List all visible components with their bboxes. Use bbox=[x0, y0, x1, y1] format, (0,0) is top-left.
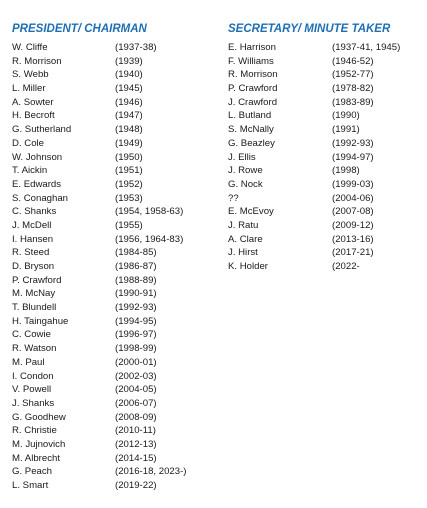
office-holder-name: G. Beazley bbox=[228, 137, 275, 149]
president-heading: PRESIDENT/ CHAIRMAN bbox=[12, 23, 147, 35]
term-years: (1992-93) bbox=[332, 137, 374, 149]
term-years: (1953) bbox=[115, 192, 143, 204]
term-years: (2004-06) bbox=[332, 192, 374, 204]
list-item bbox=[228, 178, 427, 192]
term-years: (1951) bbox=[115, 165, 143, 177]
term-years: (1990-91) bbox=[115, 288, 157, 300]
term-years: (1947) bbox=[115, 110, 143, 122]
office-holder-name: R. Steed bbox=[12, 247, 50, 259]
term-years: (1992-93) bbox=[115, 302, 157, 314]
term-years: (2010-11) bbox=[115, 425, 156, 437]
list-item bbox=[12, 151, 222, 165]
office-holder-name: M. Albrecht bbox=[12, 452, 60, 464]
term-years: (1945) bbox=[115, 83, 143, 95]
office-holder-name: G. Sutherland bbox=[12, 124, 72, 136]
secretary-list bbox=[228, 41, 427, 274]
term-years: (2013-16) bbox=[332, 233, 374, 245]
list-item bbox=[12, 123, 222, 137]
term-years: (2014-15) bbox=[115, 452, 157, 464]
list-item bbox=[12, 465, 222, 479]
office-holder-name: R. Morrison bbox=[12, 55, 62, 67]
term-years: (2008-09) bbox=[115, 411, 157, 423]
office-holder-name: T. Blundell bbox=[12, 302, 57, 314]
office-holder-name: A. Sowter bbox=[12, 96, 54, 108]
list-item bbox=[228, 219, 427, 233]
list-item bbox=[228, 192, 427, 206]
office-holder-name: K. Holder bbox=[228, 261, 268, 272]
term-years: (2002-03) bbox=[115, 370, 157, 382]
term-years: (1986-87) bbox=[115, 261, 157, 272]
list-item bbox=[12, 287, 222, 301]
term-years: (1948) bbox=[115, 124, 143, 136]
president-list bbox=[12, 41, 222, 493]
office-holder-name: J. Hirst bbox=[228, 247, 258, 259]
term-years: (1983-89) bbox=[332, 96, 374, 108]
list-item bbox=[12, 328, 222, 342]
term-years: (1950) bbox=[115, 151, 143, 163]
office-holder-name: A. Clare bbox=[228, 233, 263, 245]
list-item bbox=[12, 68, 222, 82]
office-holder-name: C. Cowie bbox=[12, 329, 51, 341]
office-holder-name: G. Goodhew bbox=[12, 411, 66, 423]
term-years: (2009-12) bbox=[332, 219, 374, 231]
term-years: (1954, 1958-63) bbox=[115, 206, 184, 218]
office-holder-name: L. Smart bbox=[12, 480, 49, 491]
office-holder-name: J. Ratu bbox=[228, 219, 259, 231]
office-holder-name: P. Crawford bbox=[12, 274, 62, 286]
office-holder-name: M. Paul bbox=[12, 356, 45, 368]
term-years: (1937-38) bbox=[115, 42, 157, 53]
secretary-column bbox=[228, 21, 427, 274]
office-holder-name: H. Taingahue bbox=[12, 315, 69, 327]
list-item bbox=[12, 246, 222, 260]
list-item bbox=[228, 109, 427, 123]
term-years: (2007-08) bbox=[332, 206, 374, 218]
president-column bbox=[12, 21, 222, 493]
term-years: (2000-01) bbox=[115, 356, 157, 368]
list-item bbox=[12, 82, 222, 96]
list-item bbox=[228, 96, 427, 110]
office-holder-name: R. Watson bbox=[12, 343, 57, 355]
term-years: (2019-22) bbox=[115, 480, 157, 491]
list-item bbox=[12, 424, 222, 438]
term-years: (1952-77) bbox=[332, 69, 374, 81]
term-years: (1978-82) bbox=[332, 83, 374, 95]
list-item bbox=[228, 151, 427, 165]
term-years: (2016-18, 2023-) bbox=[115, 466, 187, 478]
office-holder-name: W. Cliffe bbox=[12, 42, 48, 53]
term-years: (1998) bbox=[332, 165, 360, 177]
office-holder-name: D. Cole bbox=[12, 137, 44, 149]
term-years: (1956, 1964-83) bbox=[115, 233, 184, 245]
office-holder-name: J. Ellis bbox=[228, 151, 256, 163]
office-holder-name: L. Butland bbox=[228, 110, 272, 122]
term-years: (1988-89) bbox=[115, 274, 157, 286]
term-years: (1937-41, 1945) bbox=[332, 42, 401, 53]
office-holder-name: S. Webb bbox=[12, 69, 49, 81]
list-item bbox=[12, 109, 222, 123]
list-item bbox=[228, 41, 427, 55]
office-holder-name: M. McNay bbox=[12, 288, 56, 300]
list-item bbox=[12, 164, 222, 178]
list-item bbox=[12, 315, 222, 329]
office-holder-name: S. Conaghan bbox=[12, 192, 69, 204]
office-holder-name: J. Shanks bbox=[12, 397, 55, 409]
office-holder-name: G. Peach bbox=[12, 466, 52, 478]
office-holder-name: R. Morrison bbox=[228, 69, 278, 81]
term-years: (2004-05) bbox=[115, 384, 157, 396]
list-item bbox=[12, 96, 222, 110]
term-years: (1946) bbox=[115, 96, 143, 108]
office-holder-name: G. Nock bbox=[228, 178, 263, 190]
list-item bbox=[228, 123, 427, 137]
term-years: (1994-97) bbox=[332, 151, 374, 163]
list-item bbox=[228, 260, 427, 274]
office-holder-name: P. Crawford bbox=[228, 83, 278, 95]
office-holder-name: J. McDell bbox=[12, 219, 52, 231]
office-holder-name: L. Miller bbox=[12, 83, 46, 95]
office-holder-name: R. Christie bbox=[12, 425, 57, 437]
term-years: (1998-99) bbox=[115, 343, 157, 355]
office-holder-name: J. Crawford bbox=[228, 96, 278, 108]
list-item bbox=[228, 205, 427, 219]
office-holder-name: H. Becroft bbox=[12, 110, 55, 122]
office-holder-name: F. Williams bbox=[228, 55, 274, 67]
list-item bbox=[228, 164, 427, 178]
list-item bbox=[12, 356, 222, 370]
office-holder-name: E. Edwards bbox=[12, 178, 62, 190]
office-holder-name: I. Condon bbox=[12, 370, 54, 382]
office-holder-name: D. Bryson bbox=[12, 261, 55, 272]
list-item bbox=[12, 274, 222, 288]
list-item bbox=[228, 55, 427, 69]
list-item bbox=[12, 137, 222, 151]
term-years: (2012-13) bbox=[115, 438, 157, 450]
list-item bbox=[12, 178, 222, 192]
term-years: (1999-03) bbox=[332, 178, 374, 190]
list-item bbox=[12, 192, 222, 206]
office-holder-name: T. Aickin bbox=[12, 165, 48, 177]
office-holder-name: M. Jujnovich bbox=[12, 438, 66, 450]
secretary-heading: SECRETARY/ MINUTE TAKER bbox=[228, 23, 391, 35]
list-item bbox=[12, 397, 222, 411]
list-item bbox=[12, 452, 222, 466]
office-holder-name: S. McNally bbox=[228, 124, 274, 136]
list-item bbox=[12, 383, 222, 397]
list-item bbox=[12, 260, 222, 274]
list-item bbox=[228, 137, 427, 151]
list-item bbox=[12, 370, 222, 384]
office-holder-name: V. Powell bbox=[12, 384, 52, 396]
list-item bbox=[12, 219, 222, 233]
list-item bbox=[228, 233, 427, 247]
term-years: (1994-95) bbox=[115, 315, 157, 327]
term-years: (2022- bbox=[332, 261, 360, 272]
list-item bbox=[12, 41, 222, 55]
list-item bbox=[12, 233, 222, 247]
list-item bbox=[12, 438, 222, 452]
list-item bbox=[12, 205, 222, 219]
term-years: (2017-21) bbox=[332, 247, 374, 259]
office-holder-name: W. Johnson bbox=[12, 151, 63, 163]
list-item bbox=[12, 479, 222, 493]
office-holder-name: J. Rowe bbox=[228, 165, 263, 177]
office-holder-name: C. Shanks bbox=[12, 206, 57, 218]
list-item bbox=[228, 82, 427, 96]
term-years: (1996-97) bbox=[115, 329, 157, 341]
list-item bbox=[228, 246, 427, 260]
term-years: (1952) bbox=[115, 178, 143, 190]
term-years: (1940) bbox=[115, 69, 143, 81]
term-years: (1955) bbox=[115, 219, 143, 231]
office-holder-name: I. Hansen bbox=[12, 233, 54, 245]
list-item bbox=[12, 301, 222, 315]
list-item bbox=[12, 411, 222, 425]
office-holder-name: ?? bbox=[228, 192, 239, 204]
term-years: (2006-07) bbox=[115, 397, 157, 409]
term-years: (1946-52) bbox=[332, 55, 374, 67]
term-years: (1991) bbox=[332, 124, 360, 136]
term-years: (1949) bbox=[115, 137, 143, 149]
term-years: (1990) bbox=[332, 110, 360, 122]
term-years: (1939) bbox=[115, 55, 143, 67]
list-item bbox=[12, 55, 222, 69]
office-holder-name: E. Harrison bbox=[228, 42, 276, 53]
list-item bbox=[12, 342, 222, 356]
term-years: (1984-85) bbox=[115, 247, 157, 259]
office-holder-name: E. McEvoy bbox=[228, 206, 274, 218]
list-item bbox=[228, 68, 427, 82]
